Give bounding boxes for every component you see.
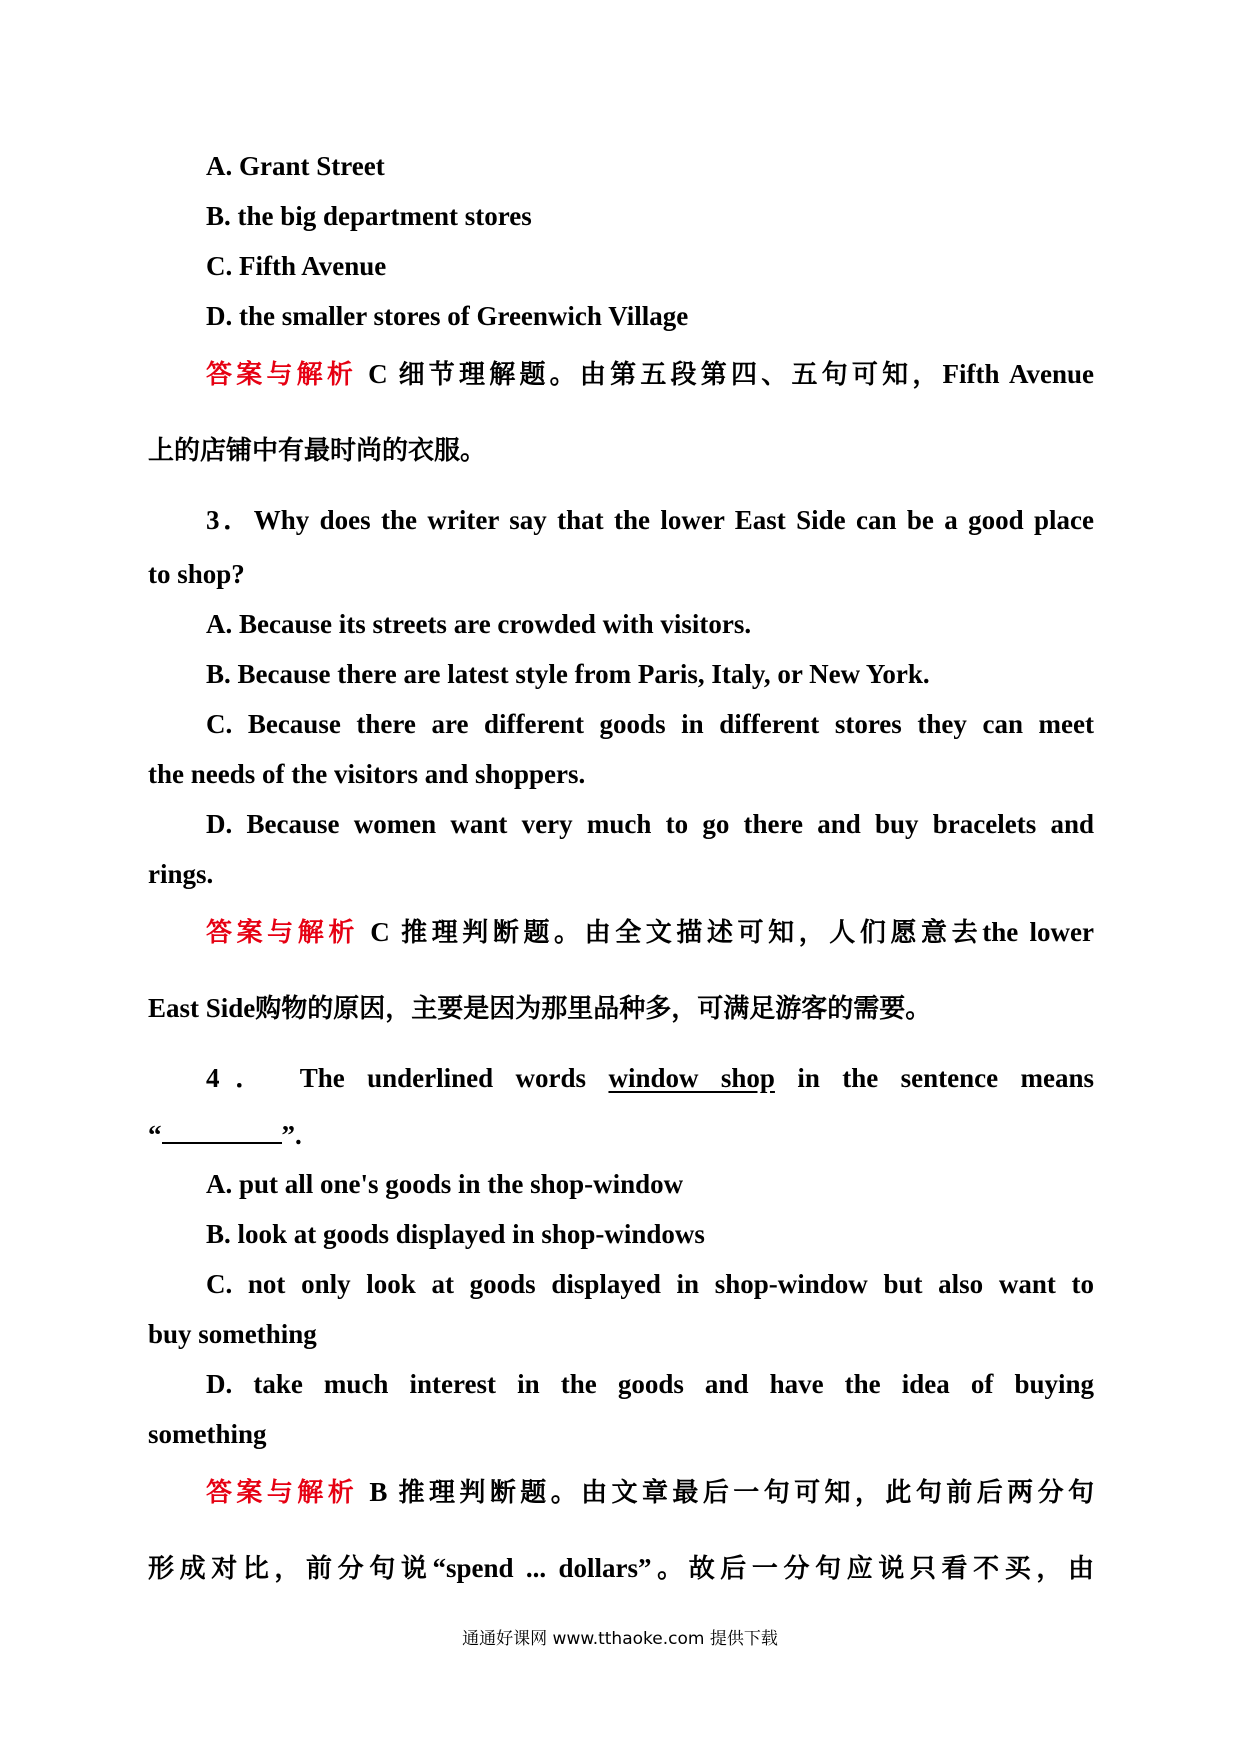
q2-option-d: D. the smaller stores of Greenwich Village (206, 301, 689, 331)
answer-text: 。故后一分句应说只看不买，由 (651, 1554, 1094, 1584)
q3-question-line2: to shop? (148, 559, 245, 589)
answer-letter: C (370, 917, 390, 947)
answer-text: 上的店铺中有最时尚的衣服。 (148, 436, 487, 466)
q4-answer-line1 (206, 1474, 1094, 1511)
q4-question-line2 (148, 1116, 1094, 1153)
answer-label: 答案与解析 (206, 918, 359, 948)
answer-letter: C (368, 359, 388, 389)
q3-option-c-line1: C. Because there are different goods in different stores they can meet (206, 709, 1094, 739)
q4-option-c-line2: buy something (148, 1319, 317, 1349)
q3-option-d-line1: D. Because women want very much to go there and buy bracelets and (206, 809, 1094, 839)
q4-question-post: in the sentence means (797, 1063, 1095, 1093)
answer-blank (162, 1116, 282, 1144)
answer-quote: “spend ... dollars” (432, 1553, 652, 1583)
q3-question-line1: 3．Why does the writer say that the lower East Side can be a good place (206, 505, 1094, 535)
q4-option-b: B. look at goods displayed in shop-windows (206, 1219, 705, 1249)
answer-text-en: the lower (982, 917, 1094, 947)
q4-answer-line2 (148, 1550, 1094, 1587)
q3-option-d-line2: rings. (148, 859, 214, 889)
q2-option-c: C. Fifth Avenue (206, 251, 387, 281)
q4-question-line1 (206, 1060, 1094, 1096)
answer-text: 购物的原因，主要是因为那里品种多，可满足游客的需要。 (255, 994, 932, 1024)
q3-option-b: B. Because there are latest style from Paris, Italy, or New York. (206, 659, 930, 689)
q4-option-c-line1: C. not only look at goods displayed in shop-window but also want to (206, 1269, 1094, 1299)
answer-text: 细节理解题。由第五段第四、五句可知， (398, 360, 943, 390)
q2-answer-line2 (148, 432, 1094, 469)
answer-text: 推理判断题。由文章最后一句可知，此句前后两分句 (398, 1478, 1094, 1508)
answer-label: 答案与解析 (206, 360, 358, 390)
q2-option-b: B. the big department stores (206, 201, 532, 231)
answer-text-en: Fifth Avenue (942, 359, 1095, 389)
open-quote: “ (148, 1120, 162, 1150)
q4-option-d-line2: something (148, 1419, 267, 1449)
page-footer: 通通好课网 www.tthaoke.com 提供下载 (462, 1629, 778, 1649)
q3-answer-line1 (206, 914, 1094, 951)
q2-answer-line1 (206, 356, 1094, 393)
answer-letter: B (369, 1477, 388, 1507)
answer-text-en: East Side (148, 993, 256, 1023)
q3-answer-line2 (148, 990, 1094, 1027)
q2-option-a: A. Grant Street (206, 151, 385, 181)
answer-label: 答案与解析 (206, 1478, 359, 1508)
answer-text: 推理判断题。由全文描述可知，人们愿意去 (401, 918, 983, 948)
q3-option-a: A. Because its streets are crowded with visitors. (206, 609, 752, 639)
q4-question-pre: 4． The underlined words (206, 1063, 587, 1093)
q4-option-a: A. put all one's goods in the shop-window (206, 1169, 684, 1199)
q3-option-c-line2: the needs of the visitors and shoppers. (148, 759, 586, 789)
answer-text: 形成对比，前分句说 (148, 1554, 433, 1584)
close-quote: ”. (281, 1120, 302, 1150)
underlined-words: window shop (608, 1063, 775, 1093)
q4-option-d-line1: D. take much interest in the goods and have the idea of buying (206, 1369, 1094, 1399)
